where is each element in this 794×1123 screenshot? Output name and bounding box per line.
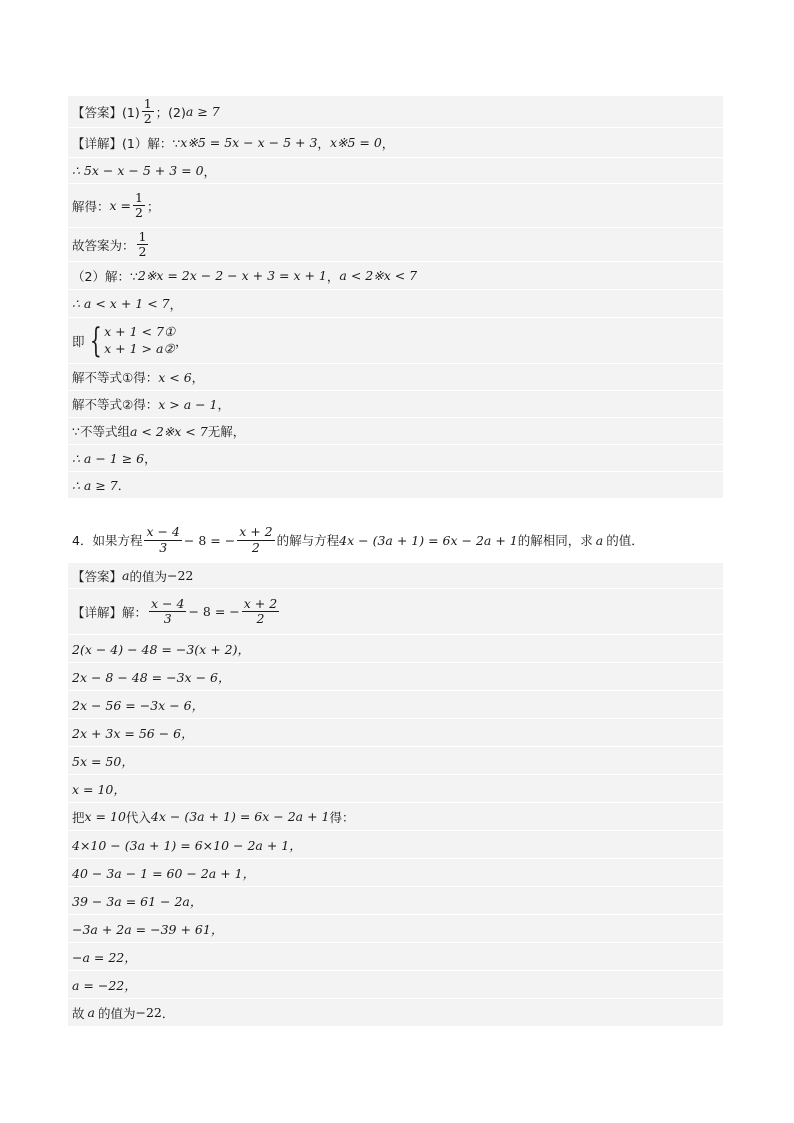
math: 4x − (3a + 1) = 6x − 2a + 1 <box>150 809 330 824</box>
brace-icon: { <box>89 320 102 361</box>
fraction <box>242 597 279 627</box>
text: ， <box>191 370 205 385</box>
solution-line <box>68 589 723 635</box>
text: 故 <box>72 1005 85 1021</box>
answer-line <box>68 96 723 128</box>
solution-line: 2x − 8 − 48 = −3x − 6， <box>68 663 723 691</box>
question-text: 的解相同，求 <box>517 533 593 548</box>
fraction <box>142 97 154 127</box>
fraction-numerator: 1 <box>143 95 152 111</box>
text: 代入 <box>125 809 151 825</box>
solution-line: a = −22， <box>68 971 723 999</box>
text: ；(2) <box>155 104 186 120</box>
solution-line <box>68 803 723 831</box>
solution-line: −3a + 2a = −39 + 61， <box>68 915 723 943</box>
math: x※5 = 5x − x − 5 + 3 <box>180 135 318 150</box>
solution-line: 5x = 50， <box>68 747 723 775</box>
fraction-numerator: 1 <box>135 189 143 205</box>
math: x = <box>109 198 132 213</box>
math: −22 <box>135 1005 162 1020</box>
math: − 8 = − <box>183 532 236 548</box>
fraction-denominator: 2 <box>135 205 143 220</box>
system-line: x + 1 > a② <box>104 340 175 356</box>
text: （2）解：∵ <box>72 268 138 284</box>
fraction-denominator: 2 <box>138 244 147 259</box>
math: a <box>122 568 130 583</box>
math: x > a − 1 <box>158 396 218 412</box>
fraction-denominator: 2 <box>143 111 152 126</box>
fraction-numerator: x + 2 <box>243 595 278 611</box>
answer-label: 【答案】(1) <box>72 104 140 120</box>
solution-line: 4×10 − (3a + 1) = 6×10 − 2a + 1， <box>68 831 723 859</box>
math: ∴ a − 1 ≥ 6 <box>72 450 145 466</box>
question-text: 的解与方程 <box>276 533 340 548</box>
fraction <box>237 525 274 555</box>
answer-line <box>68 563 723 589</box>
solution-line: 2x − 56 = −3x − 6， <box>68 691 723 719</box>
solution-line <box>68 364 723 391</box>
text: ． <box>161 1005 175 1021</box>
text: 【详解】(1）解：∵ <box>72 135 181 151</box>
solution-line <box>68 445 723 472</box>
math: a <box>595 532 604 548</box>
text: ； <box>146 198 160 214</box>
solution-line <box>68 228 723 262</box>
math: ∴ a < x + 1 < 7 <box>72 296 170 311</box>
text: ， <box>144 451 157 466</box>
text: 的值为 <box>129 568 167 584</box>
solution-line <box>68 391 723 418</box>
math: ∴ 5x − x − 5 + 3 = 0 <box>72 163 204 178</box>
solution-line <box>68 472 723 499</box>
math: −22 <box>166 568 194 583</box>
text: ， <box>381 135 395 151</box>
text: 解不等式①得： <box>72 370 159 385</box>
fraction <box>149 597 186 627</box>
answer-block-4 <box>68 563 723 1027</box>
solution-line <box>68 290 723 318</box>
fraction-numerator: 1 <box>138 228 147 244</box>
text: 的值为 <box>97 1005 136 1021</box>
fraction-numerator: x − 4 <box>151 595 185 611</box>
fraction-numerator: x + 2 <box>239 524 273 540</box>
fraction-denominator: 2 <box>251 539 260 555</box>
text: 把 <box>72 809 85 825</box>
solution-line <box>68 418 723 445</box>
math: a < 2※x < 7 <box>129 423 208 439</box>
text: 解得： <box>72 198 110 214</box>
text: ， <box>317 135 330 151</box>
solution-line: 2x + 3x = 56 − 6， <box>68 719 723 747</box>
solution-line <box>68 184 723 228</box>
math: a < 2※x < 7 <box>339 268 418 283</box>
question-text: 4．如果方程 <box>72 533 143 548</box>
solution-line: −a = 22， <box>68 943 723 971</box>
math: − 8 = − <box>188 604 240 619</box>
math: ∴ a ≥ 7 <box>72 477 118 493</box>
text: 得： <box>329 809 355 825</box>
solution-line: 40 − 3a − 1 = 60 − 2a + 1， <box>68 859 723 887</box>
solution-line <box>68 999 723 1027</box>
text: 故答案为： <box>72 237 135 253</box>
answer-block-3 <box>68 96 723 499</box>
solution-line: 39 − 3a = 61 − 2a， <box>68 887 723 915</box>
text: 即 <box>72 333 85 349</box>
fraction <box>144 525 181 555</box>
math: 4x − (3a + 1) = 6x − 2a + 1 <box>339 532 518 548</box>
math: 2※x = 2x − 2 − x + 3 = x + 1 <box>137 268 327 283</box>
text: ∵不等式组 <box>72 424 130 439</box>
question-4 <box>68 520 727 560</box>
fraction-denominator: 2 <box>256 611 265 626</box>
text: ， <box>169 296 183 312</box>
solution-line <box>68 318 723 364</box>
fraction <box>133 191 145 221</box>
text: ， <box>175 333 188 349</box>
text: ． <box>117 478 131 493</box>
text: ， <box>217 397 231 412</box>
solution-line: 2(x − 4) − 48 = −3(x + 2)， <box>68 635 723 663</box>
solution-line <box>68 128 723 158</box>
solution-line <box>68 158 723 184</box>
math: a ≥ 7 <box>185 104 220 119</box>
fraction-denominator: 3 <box>159 539 168 555</box>
fraction-denominator: 3 <box>163 611 172 626</box>
system-line: x + 1 < 7① <box>104 323 176 339</box>
text: 【详解】解： <box>72 604 148 620</box>
question-text: 的值． <box>606 533 644 548</box>
math: x = 10 <box>84 809 126 824</box>
solution-line: x = 10， <box>68 775 723 803</box>
answer-label: 【答案】 <box>72 568 123 584</box>
inequality-system <box>85 320 176 361</box>
text: ， <box>203 163 217 179</box>
math: x※5 = 0 <box>329 135 382 150</box>
text: 无解， <box>207 424 246 439</box>
text: ， <box>326 268 340 284</box>
text: 解不等式②得： <box>72 397 159 412</box>
fraction <box>137 230 149 260</box>
fraction-numerator: x − 4 <box>146 524 180 540</box>
math: x < 6 <box>158 369 192 385</box>
solution-line <box>68 262 723 290</box>
math: a <box>87 1005 95 1020</box>
